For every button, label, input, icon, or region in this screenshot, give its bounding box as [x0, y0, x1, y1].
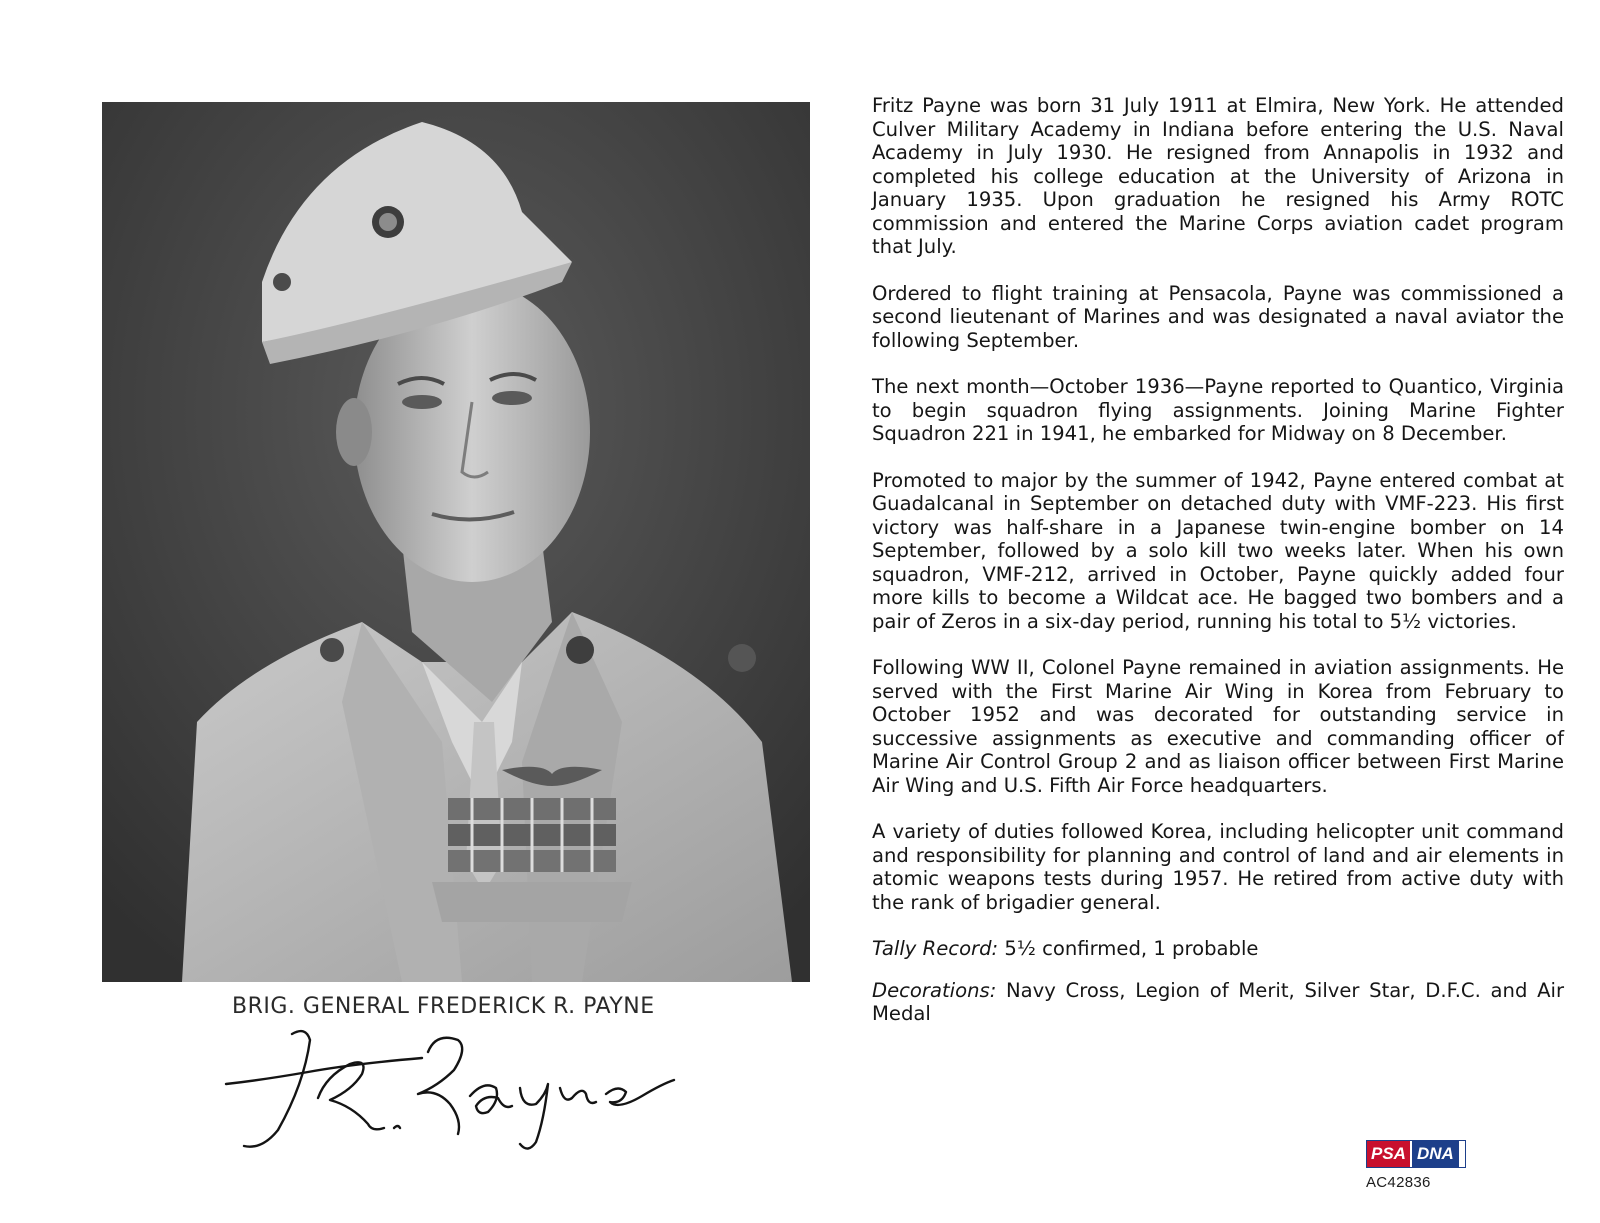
bio-paragraph-quantico: The next month—October 1936—Payne reported to Quantico, Virginia to begin squadron flying assignments. Joining Marine Fighter Squadron 221 in 1941, he embarked for Midway on 8 December. [872, 375, 1564, 445]
dna-logo-text: DNA [1412, 1141, 1459, 1167]
decorations [872, 979, 1564, 1026]
tally-record-value: 5½ confirmed, 1 probable [998, 937, 1259, 960]
decorations-label: Decorations: [872, 978, 997, 1002]
bio-paragraph-early-life: Fritz Payne was born 31 July 1911 at Elmira, New York. He attended Culver Military Academy in Indiana before entering the U.S. Naval Academy in July 1930. He resigned from Annapolis in 1932 and completed his college education at the University of Arizona in January 1935. Upon graduation he resigned his Army ROTC commission and entered the Marine Corps aviation cadet program that July. [872, 94, 1564, 258]
autograph-signature [222, 1024, 682, 1154]
biography-text [872, 94, 1564, 1049]
tally-record-label: Tally Record: [872, 937, 999, 960]
bio-paragraph-post-war: Following WW II, Colonel Payne remained in aviation assignments. He served with the First Marine Air Wing in Korea from February to October 1952 and was decorated for outstanding service in successive assignments as executive and commanding officer of Marine Air Control Group 2 and as liaison officer between First Marine Air Wing and U.S. Fifth Air Force headquarters. [872, 656, 1564, 797]
psa-logo-text: PSA [1367, 1141, 1410, 1167]
psa-dna-logo [1366, 1140, 1466, 1168]
decorations-value: Navy Cross, Legion of Merit, Silver Star, D.F.C. and Air Medal [872, 978, 1564, 1025]
authentication-sticker [1366, 1140, 1466, 1198]
bio-paragraph-flight-training: Ordered to flight training at Pensacola, Payne was commissioned a second lieutenant of Marines and was designated a naval aviator the following September. [872, 281, 1564, 352]
authentication-code: AC42836 [1366, 1174, 1431, 1191]
bio-paragraph-guadalcanal: Promoted to major by the summer of 1942, Payne entered combat at Guadalcanal in September on detached duty with VMF-223. His first victory was half-share in a Japanese twin-engine bomber on 14 September, followed by a solo kill two weeks later. When his own squadron, VMF-212, arrived in October, Payne quickly added four more kills to become a Wildcat ace. He bagged two bombers and a pair of Zeros in a six-day period, running his total to 5½ victories. [872, 468, 1564, 633]
photo-caption: BRIG. GENERAL FREDERICK R. PAYNE [232, 994, 655, 1019]
bio-paragraph-retirement: A variety of duties followed Korea, including helicopter unit command and responsibility for planning and control of land and air elements in atomic weapons tests during 1957. He retired from active duty with the rank of brigadier general. [872, 820, 1564, 914]
portrait-illustration [102, 102, 810, 982]
portrait-photo [102, 102, 810, 982]
tally-record [872, 937, 1564, 961]
